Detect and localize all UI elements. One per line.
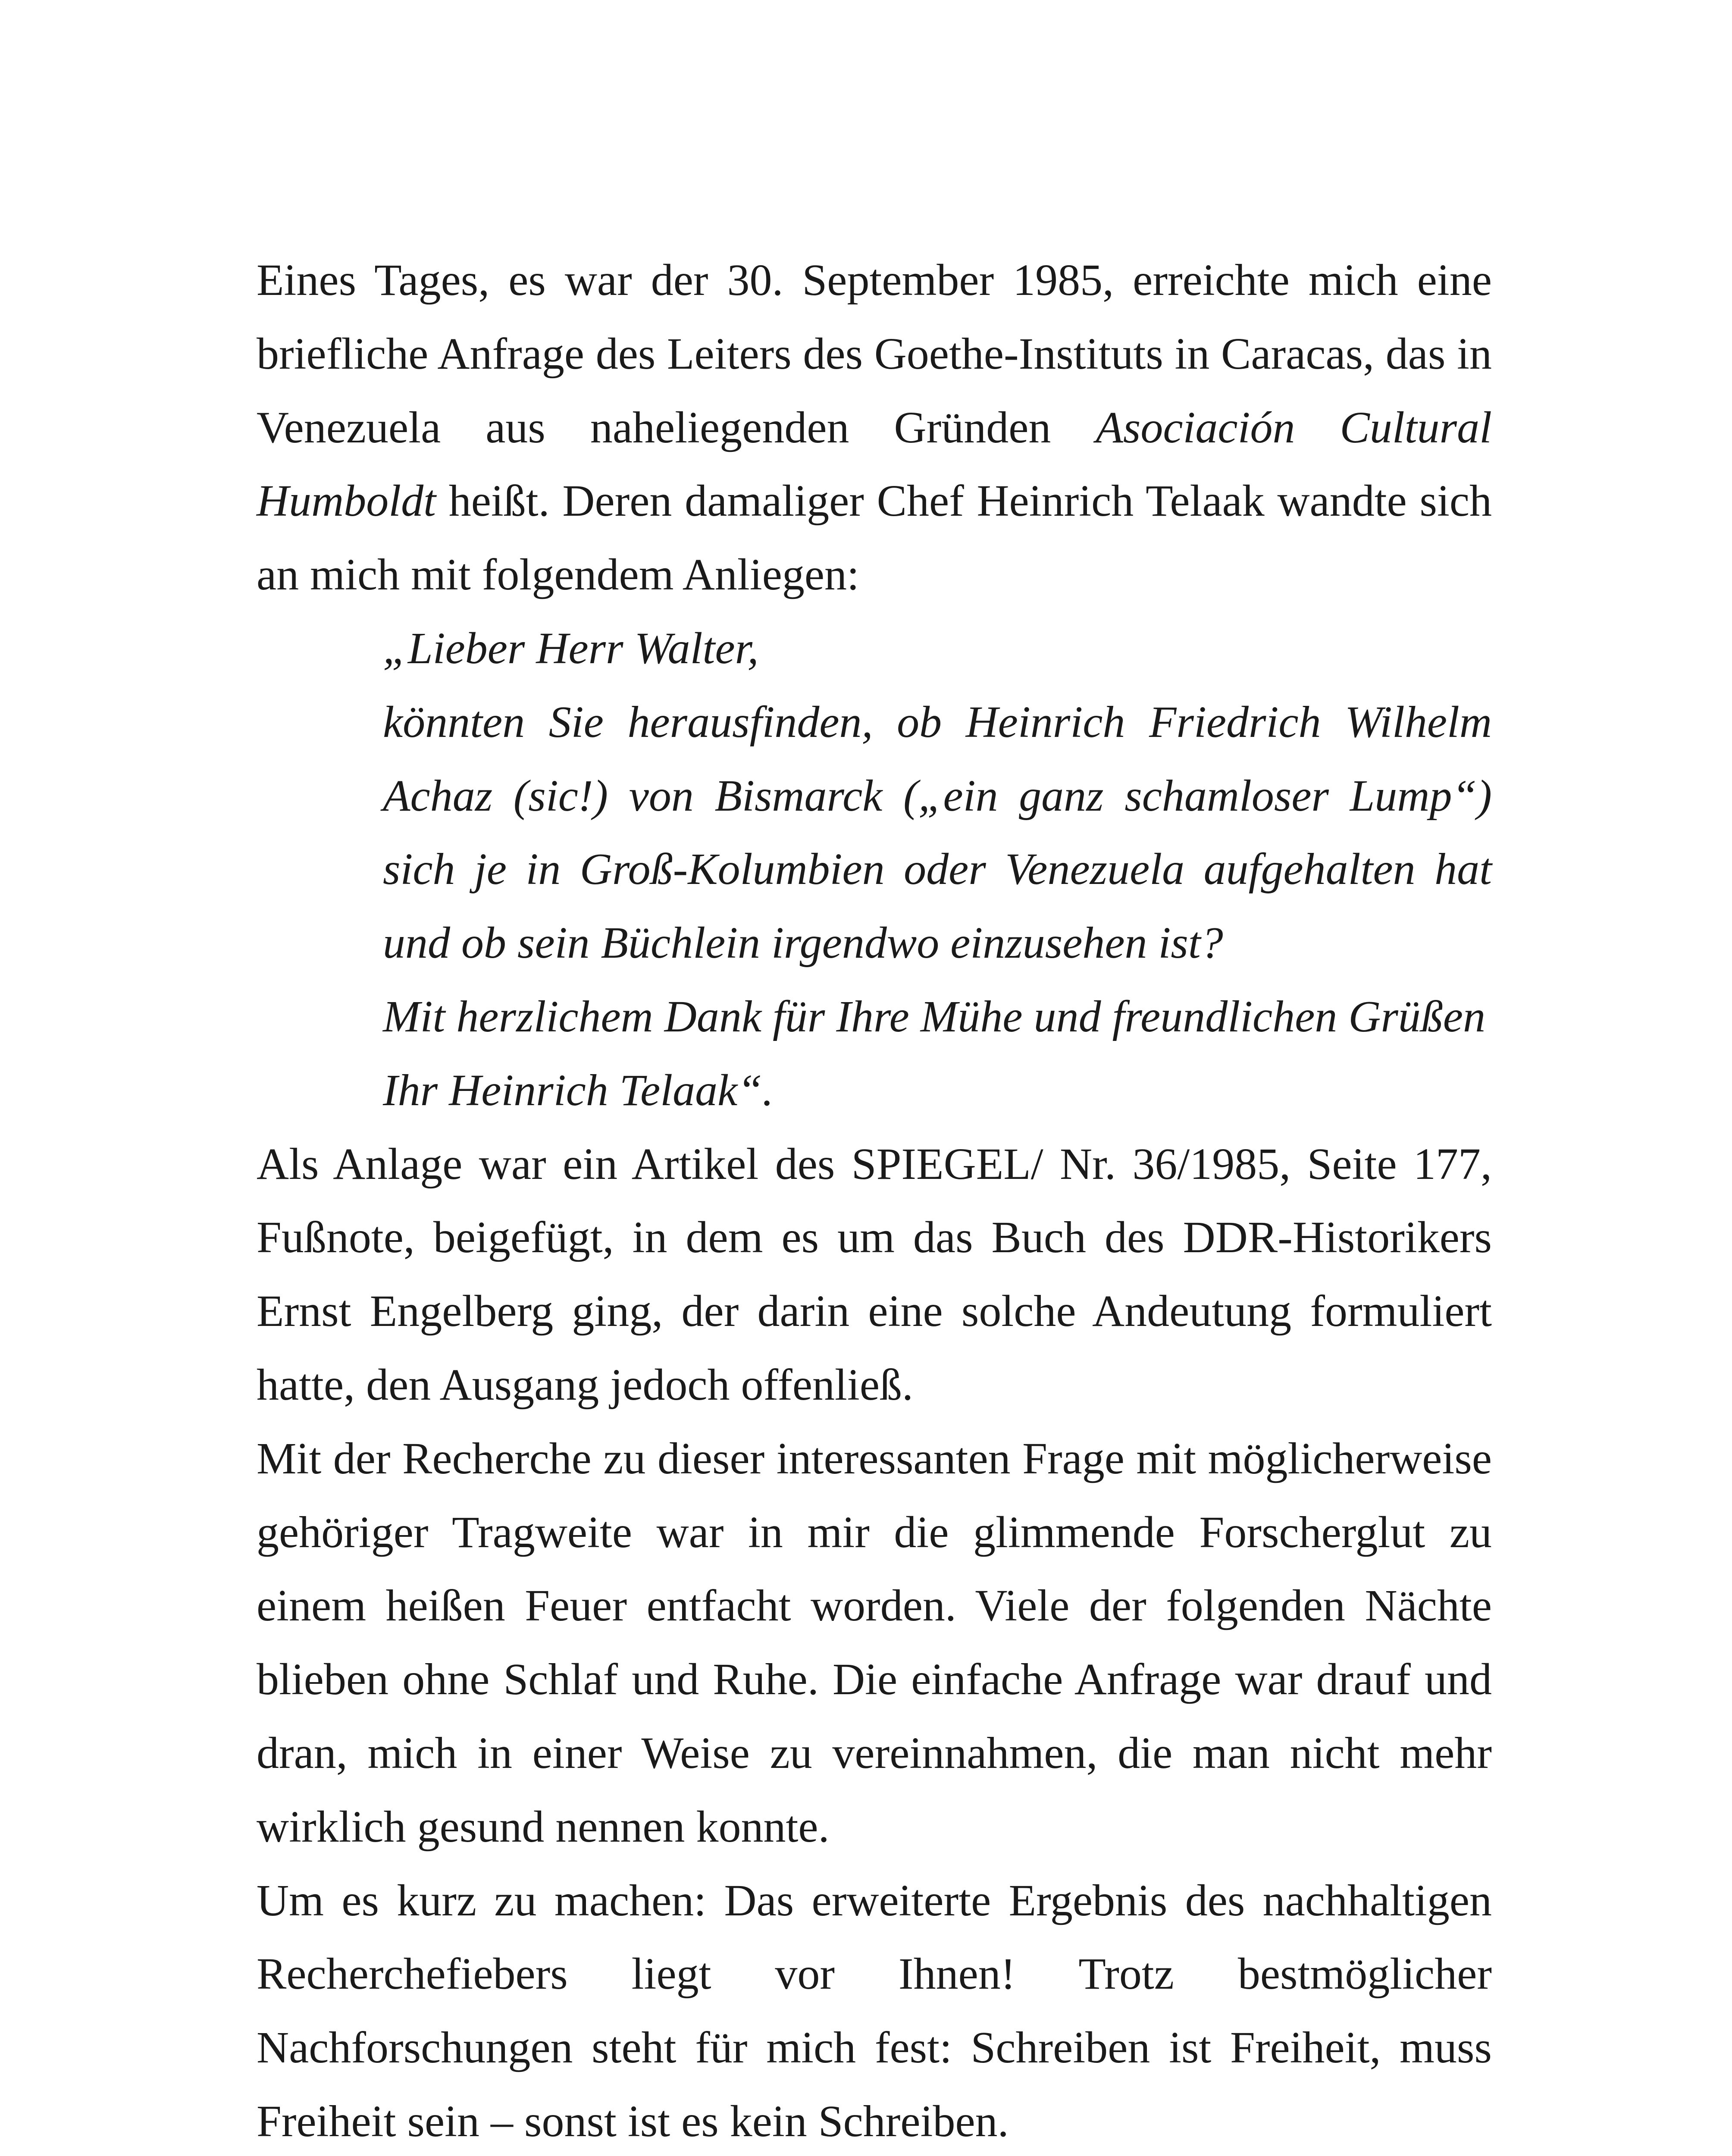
paragraph-intro-text: Eines Tages, es war der 30. September 1985, erreichte mich eine briefliche Anfrage des Leiters des Goethe-Instituts in Caracas, das in Venezuela aus naheliegenden Gründen: [257, 255, 1492, 452]
letter-closing: Mit herzlichem Dank für Ihre Mühe und freundlichen Grüßen: [383, 991, 1486, 1041]
institute-name: Asociación Cultural Humboldt: [257, 402, 1492, 526]
paragraph-intro: [257, 244, 1492, 612]
letter-body: könnten Sie herausfinden, ob Heinrich Friedrich Wilhelm Achaz (sic!) von Bismarck („ein ganz schamloser Lump“) sich je in Groß-Kolumbien oder Venezuela aufgehalten hat und ob sein Büchlein irgendwo einzusehen ist?: [383, 697, 1492, 968]
paragraph-intro-text-end: heißt. Deren damaliger Chef Heinrich Telaak wandte sich an mich mit folgendem Anliegen:: [257, 476, 1492, 600]
paragraph-conclusion: Um es kurz zu machen: Das erweiterte Ergebnis des nachhaltigen Recherchefiebers liegt vor Ihnen! Trotz bestmöglicher Nachforschungen steht für mich fest: Schreiben ist Freiheit, muss Freiheit sein – sonst ist es kein Schreiben.: [257, 1875, 1492, 2146]
letter-signature: Ihr Heinrich Telaak“.: [383, 1065, 774, 1115]
paragraph-attachment: Als Anlage war ein Artikel des SPIEGEL/ Nr. 36/1985, Seite 177, Fußnote, beigefügt, in dem es um das Buch des DDR-Historikers Ernst Engelberg ging, der darin eine solche Andeutung formuliert hatte, den Ausgang jedoch offenließ.: [257, 1139, 1492, 1410]
body-text: [257, 244, 1492, 2156]
paragraph-research: Mit der Recherche zu dieser interessanten Frage mit möglicherweise gehöriger Tragweite war in mir die glimmende Forscherglut zu einem heißen Feuer entfacht worden. Viele der folgenden Nächte blieben ohne Schlaf und Ruhe. Die einfache Anfrage war drauf und dran, mich in einer Weise zu vereinnahmen, die man nicht mehr wirklich gesund nennen konnte.: [257, 1433, 1492, 1852]
letter-salutation: „Lieber Herr Walter,: [383, 623, 759, 673]
quoted-letter: [383, 612, 1492, 1128]
